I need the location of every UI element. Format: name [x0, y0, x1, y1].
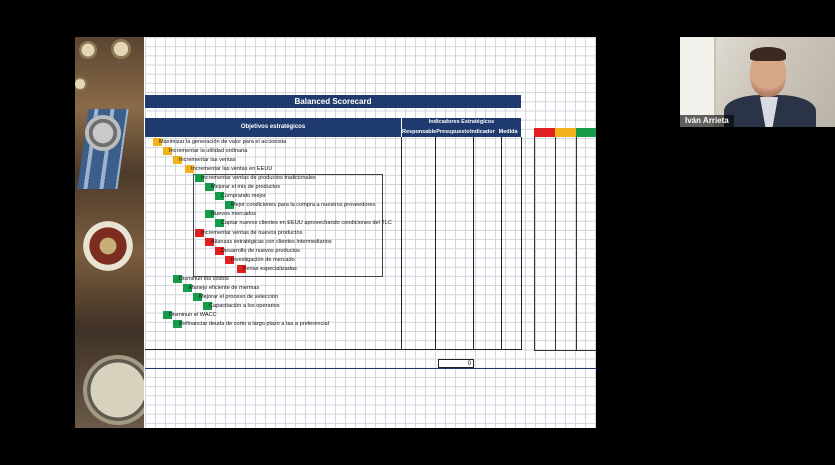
objective-label: Comprando mejor	[221, 193, 266, 199]
objective-label: Incrementar las ventas en EEUU	[191, 166, 273, 172]
objective-row	[153, 138, 286, 146]
participant-name: Iván Arrieta	[680, 115, 734, 127]
column-presupuesto: Presupuesto	[436, 129, 470, 135]
objective-label: Capacitación a los operarios	[209, 303, 280, 309]
column-divider	[401, 137, 402, 350]
indicators-header	[402, 118, 521, 137]
signal-columns	[534, 137, 596, 351]
objective-row	[225, 256, 295, 264]
objective-label: Ferias especializadas	[243, 266, 297, 272]
objective-row	[163, 147, 247, 155]
objective-label: Mejor condiciones para la compra a nuestros proveedores	[231, 202, 376, 208]
decorative-medals-image	[75, 37, 144, 428]
bottom-rule	[145, 368, 596, 369]
scorecard-title: Balanced Scorecard	[145, 95, 521, 108]
objective-row	[173, 156, 236, 164]
objective-label: Investigación de mercado	[231, 257, 295, 263]
objective-label: Mejorar el proceso de selección	[199, 294, 278, 300]
objective-row	[183, 284, 259, 292]
objective-row	[173, 320, 329, 328]
objective-row	[205, 183, 280, 191]
column-divider	[473, 137, 474, 350]
signal-yellow	[555, 128, 576, 137]
objective-row	[205, 210, 256, 218]
column-divider	[521, 137, 522, 350]
objectives-header: Objetivos estratégicos	[145, 118, 401, 137]
objective-label: Captar nuevos clientes en EEUU aprovechando condiciones del TLC	[221, 220, 392, 226]
objective-row	[237, 265, 297, 273]
signal-red	[534, 128, 555, 137]
presentation-slide	[75, 37, 596, 428]
objective-label: Refinanciar deuda de corto a largo plazo a tas a preferencial	[179, 321, 329, 327]
objective-row	[203, 302, 280, 310]
objective-label: Incrementar ventas de productos tradicionales	[201, 175, 316, 181]
objective-label: Manejo eficiente de mermas	[189, 285, 260, 291]
signal-green	[576, 128, 596, 137]
column-divider	[435, 137, 436, 350]
objective-row	[193, 293, 278, 301]
column-responsable: Responsable	[402, 129, 437, 135]
objective-label: Incrementar ventas de nuevos productos	[201, 230, 303, 236]
selected-cell[interactable]: 0	[438, 359, 474, 368]
coin-icon	[111, 39, 131, 59]
objective-label: Incrementar la utilidad ordinaria	[169, 148, 248, 154]
objective-row	[205, 238, 332, 246]
cross-medal-icon	[79, 217, 137, 275]
objective-label: Nuevos mercados	[211, 211, 257, 217]
objective-row	[173, 275, 229, 283]
objective-row	[215, 192, 266, 200]
spreadsheet	[145, 37, 596, 428]
objective-label: Disminuir los costos	[179, 276, 229, 282]
objective-row	[215, 219, 392, 227]
objective-row	[225, 201, 375, 209]
objective-row	[163, 311, 217, 319]
column-medida: Medida	[498, 129, 518, 135]
objective-label: Maximizar la generación de valor para el accionista	[159, 139, 287, 145]
column-indicador: Indicador	[470, 129, 495, 135]
medal-icon	[85, 115, 121, 151]
participant-video[interactable]	[680, 37, 835, 127]
objective-row	[185, 165, 272, 173]
objective-label: Alianzas estratégicas con clientes intermediarios	[211, 239, 332, 245]
objective-label: Incrementar las ventas	[179, 157, 236, 163]
coin-icon	[79, 41, 97, 59]
objective-row	[195, 229, 302, 237]
objective-row	[215, 247, 300, 255]
coin-icon	[75, 77, 87, 91]
column-divider	[501, 137, 502, 350]
objective-label: Mejorar el mix de productos	[211, 184, 281, 190]
table-bottom-border	[145, 349, 522, 350]
objective-row	[195, 174, 316, 182]
indicators-header-title: Indicadores Estratégicos	[428, 119, 495, 125]
objective-label: Disminuir el WACC	[169, 312, 217, 318]
objective-label: Desarrollo de nuevos productos	[221, 248, 300, 254]
compass-icon	[83, 355, 144, 425]
